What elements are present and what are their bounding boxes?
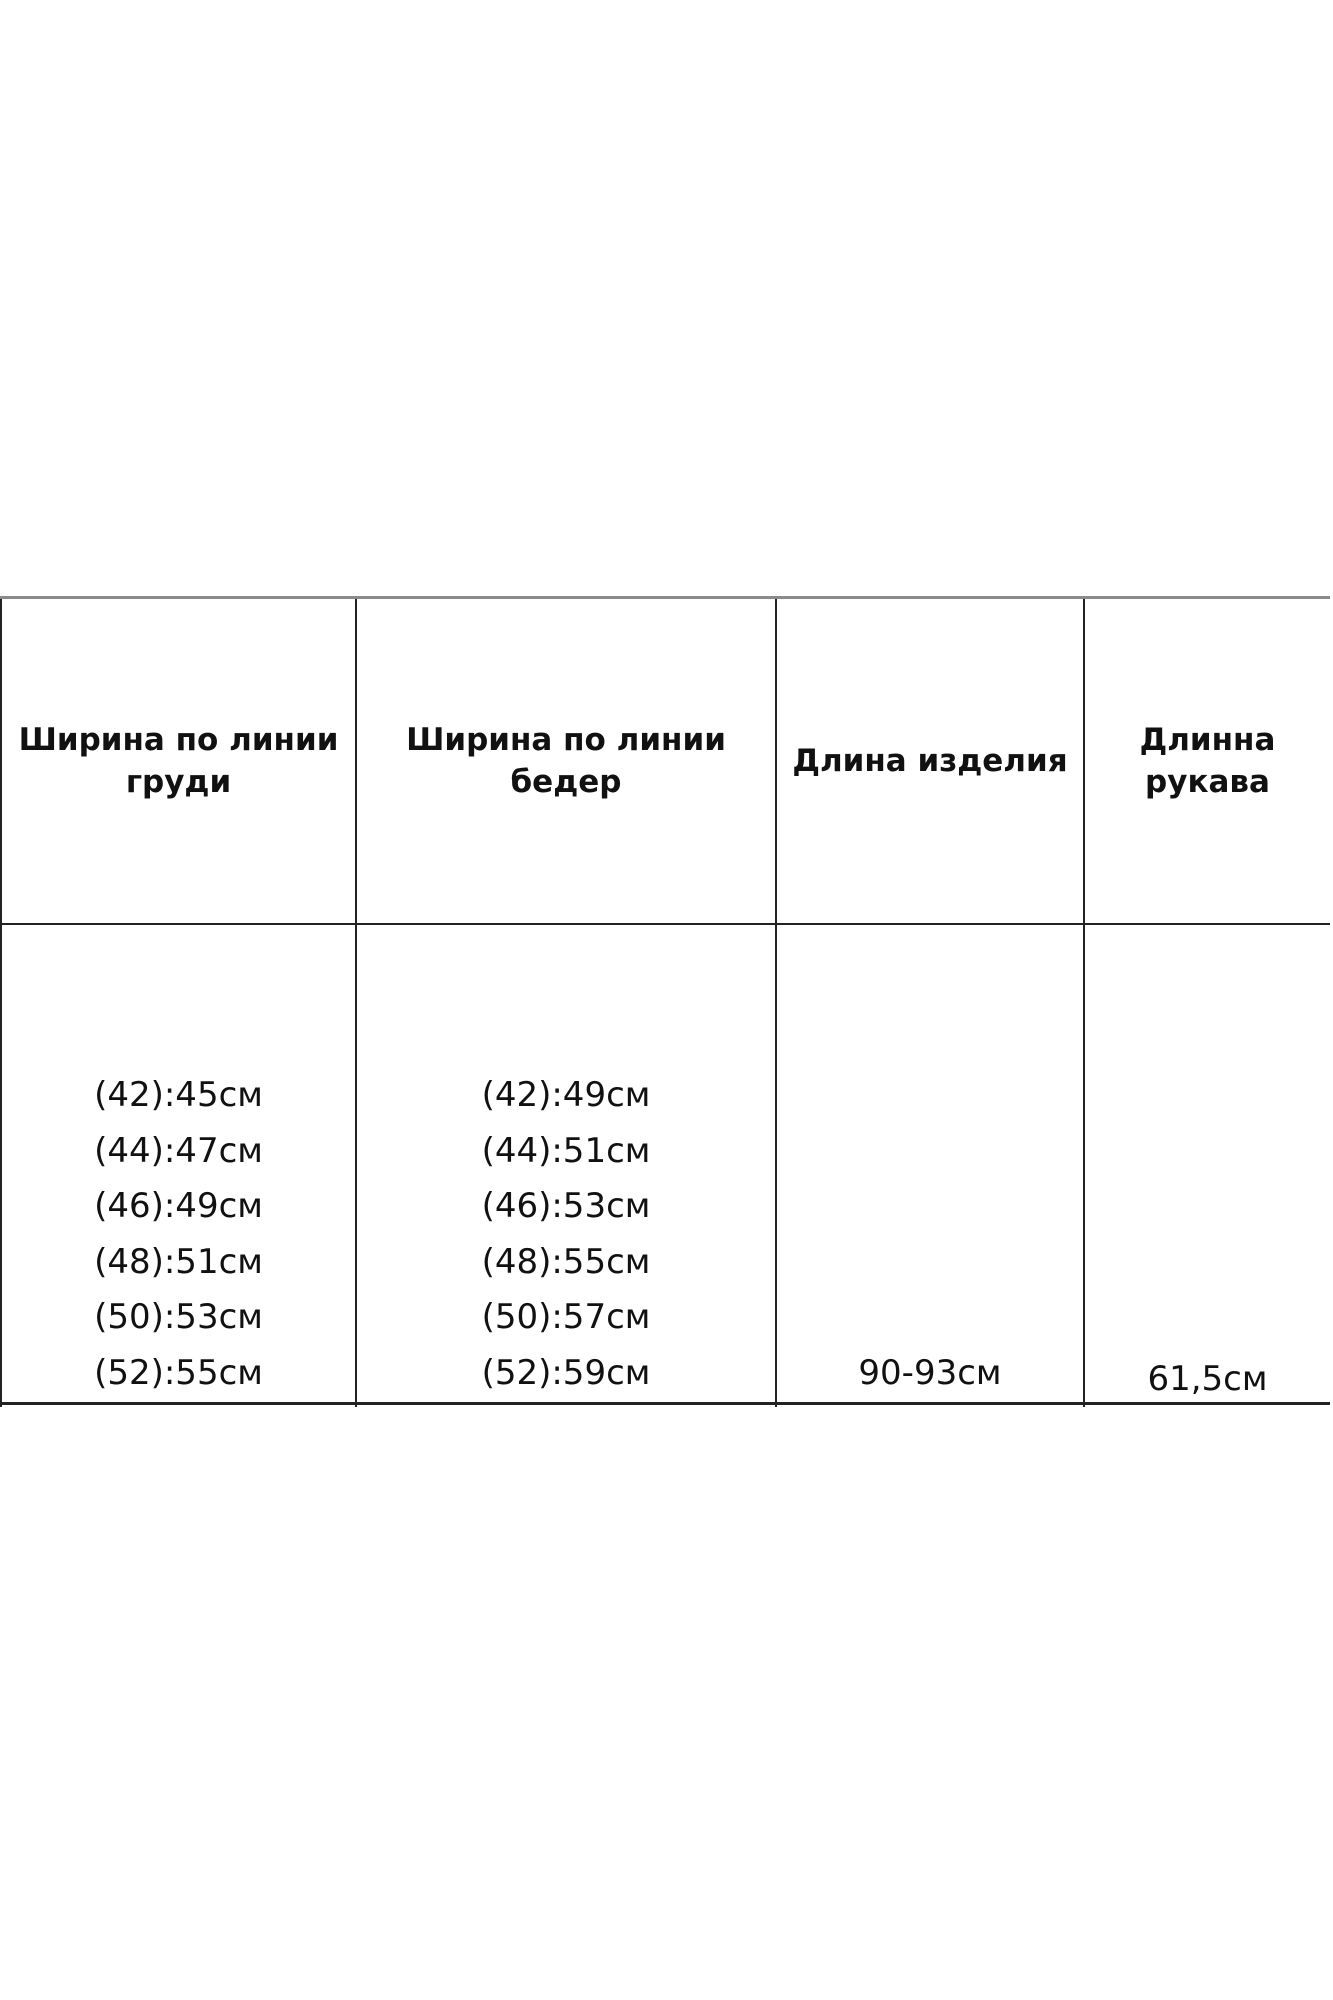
hip-value: (46):53см — [481, 1186, 651, 1226]
header-hip-width-label: Ширина по линии бедер — [406, 722, 726, 800]
header-garment-length — [777, 599, 1083, 923]
length-value: 90-93см — [858, 1352, 1002, 1393]
hip-value: (50):57см — [481, 1297, 651, 1337]
chest-value: (50):53см — [94, 1297, 263, 1337]
header-sleeve-length — [1085, 599, 1330, 923]
chest-value: (52):55см — [94, 1352, 263, 1393]
header-chest-width-label: Ширина по линии груди — [18, 722, 339, 800]
chest-value: (48):51см — [94, 1241, 263, 1282]
sleeve-value: 61,5см — [1147, 1358, 1268, 1399]
sleeve-value-cell — [1085, 925, 1330, 1403]
chest-value: (44):47см — [94, 1130, 263, 1171]
header-hip-width — [357, 599, 775, 923]
length-value-cell — [777, 925, 1083, 1403]
chest-values-cell — [2, 925, 355, 1403]
hip-value: (48):55см — [481, 1241, 651, 1282]
hip-value: (44):51см — [481, 1130, 651, 1171]
hip-value: (52):59см — [481, 1352, 651, 1393]
chest-value: (42):45см — [94, 1075, 263, 1115]
hip-values-cell — [357, 925, 775, 1403]
header-sleeve-length-label: Длинна рукава — [1139, 722, 1276, 800]
header-chest-width — [2, 599, 355, 923]
chest-value: (46):49см — [94, 1186, 263, 1226]
hip-value: (42):49см — [481, 1075, 651, 1115]
size-chart-table — [0, 596, 1330, 1404]
header-garment-length-label: Длина изделия — [792, 743, 1068, 779]
